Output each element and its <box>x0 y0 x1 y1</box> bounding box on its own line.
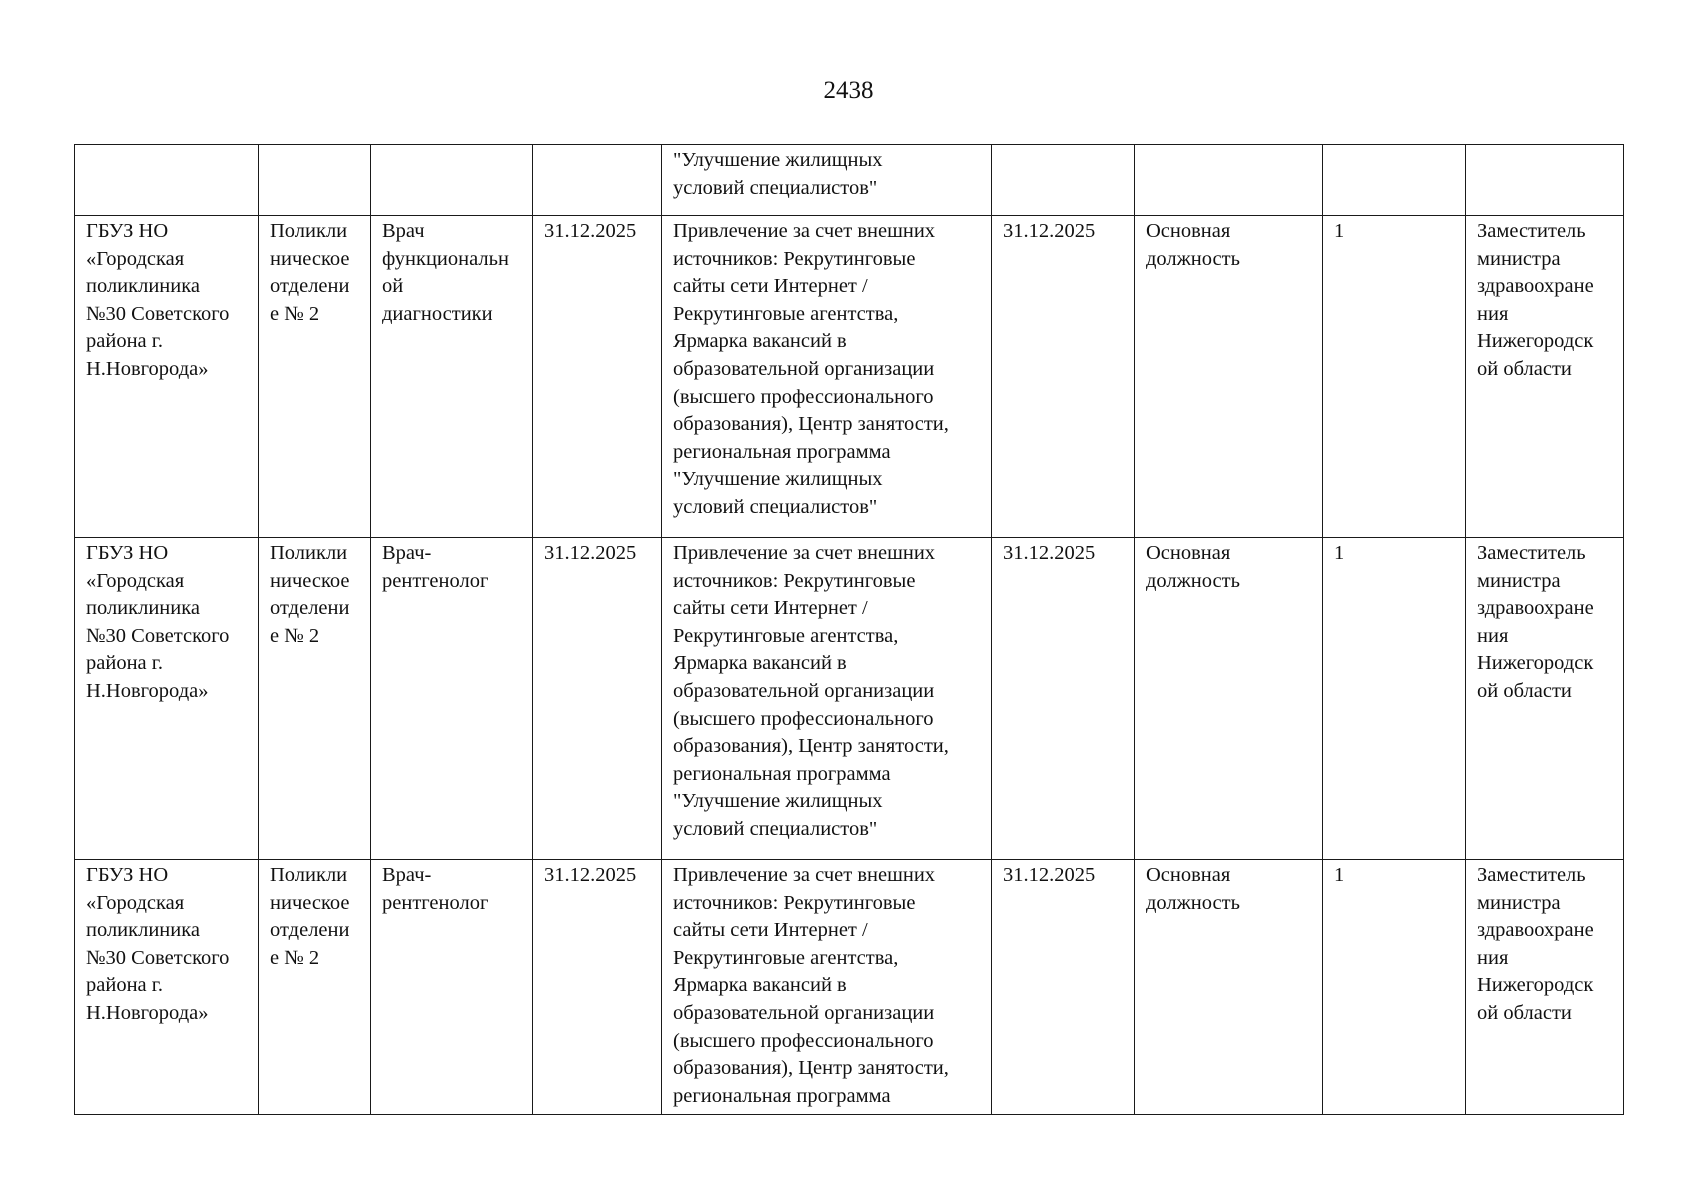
cell-org <box>75 538 259 860</box>
cell-dept <box>259 860 371 1115</box>
cell-org <box>75 145 259 216</box>
cell-post-type <box>1135 860 1323 1115</box>
cell-org <box>75 860 259 1115</box>
dept-text: Поликли ническое отделени е № 2 <box>270 864 350 969</box>
cell-count <box>1323 216 1466 538</box>
date1-text: 31.12.2025 <box>544 542 637 564</box>
cell-date1 <box>533 145 662 216</box>
org-text: ГБУЗ НО «Городская поликлиника №30 Советского района г. Н.Новгорода» <box>86 542 230 702</box>
table-row-continuation <box>75 145 1624 216</box>
cell-count <box>1323 538 1466 860</box>
cell-dept <box>259 538 371 860</box>
date2-text: 31.12.2025 <box>1003 220 1096 242</box>
position-text: Врач- рентгенолог <box>382 864 489 914</box>
cell-date1 <box>533 216 662 538</box>
cell-date1 <box>533 538 662 860</box>
cell-post-type <box>1135 145 1323 216</box>
post-type-text: Основная должность <box>1146 220 1240 270</box>
cell-dept <box>259 216 371 538</box>
cell-count <box>1323 145 1466 216</box>
count-text: 1 <box>1334 542 1345 564</box>
cell-date2 <box>992 145 1135 216</box>
cell-position <box>371 538 533 860</box>
cell-count <box>1323 860 1466 1115</box>
position-text: Врач функциональн ой диагностики <box>382 220 509 325</box>
page-number: 2438 <box>823 77 874 104</box>
cell-responsible <box>1466 538 1624 860</box>
cell-position <box>371 145 533 216</box>
cell-org <box>75 216 259 538</box>
cell-date2 <box>992 538 1135 860</box>
count-text: 1 <box>1334 864 1345 886</box>
cell-position <box>371 216 533 538</box>
measures-text: Привлечение за счет внешних источников: Рекрутинговые сайты сети Интернет / Рекрутинговые агентства, Ярмарка вакансий в образовательной организации (высшего профессионального образования), Центр занятости, региональная программа "Улучшение жилищных условий специалистов" <box>673 220 949 518</box>
post-type-text: Основная должность <box>1146 864 1240 914</box>
responsible-text: Заместитель министра здравоохране ния Нижегородск ой области <box>1477 542 1594 702</box>
cell-responsible <box>1466 216 1624 538</box>
position-text: Врач- рентгенолог <box>382 542 489 592</box>
post-type-text: Основная должность <box>1146 542 1240 592</box>
cell-date2 <box>992 216 1135 538</box>
cell-date1 <box>533 860 662 1115</box>
measures-text: Привлечение за счет внешних источников: Рекрутинговые сайты сети Интернет / Рекрутинговые агентства, Ярмарка вакансий в образовательной организации (высшего профессионального образования), Центр занятости, региональная программа <box>673 864 949 1107</box>
cell-measures <box>662 538 992 860</box>
count-text: 1 <box>1334 220 1345 242</box>
responsible-text: Заместитель министра здравоохране ния Нижегородск ой области <box>1477 220 1594 380</box>
org-text: ГБУЗ НО «Городская поликлиника №30 Советского района г. Н.Новгорода» <box>86 220 230 380</box>
cell-responsible <box>1466 145 1624 216</box>
cell-measures <box>662 145 992 216</box>
dept-text: Поликли ническое отделени е № 2 <box>270 220 350 325</box>
table-row <box>75 538 1624 860</box>
responsible-text: Заместитель министра здравоохране ния Нижегородск ой области <box>1477 864 1594 1024</box>
cell-post-type <box>1135 216 1323 538</box>
date1-text: 31.12.2025 <box>544 220 637 242</box>
measures-text: Привлечение за счет внешних источников: Рекрутинговые сайты сети Интернет / Рекрутинговые агентства, Ярмарка вакансий в образовательной организации (высшего профессионального образования), Центр занятости, региональная программа "Улучшение жилищных условий специалистов" <box>673 542 949 840</box>
dept-text: Поликли ническое отделени е № 2 <box>270 542 350 647</box>
date1-text: 31.12.2025 <box>544 864 637 886</box>
cell-position <box>371 860 533 1115</box>
cell-responsible <box>1466 860 1624 1115</box>
cell-measures <box>662 860 992 1115</box>
org-text: ГБУЗ НО «Городская поликлиника №30 Советского района г. Н.Новгорода» <box>86 864 230 1024</box>
staffing-table <box>74 144 1624 1115</box>
cell-dept <box>259 145 371 216</box>
cell-date2 <box>992 860 1135 1115</box>
date2-text: 31.12.2025 <box>1003 542 1096 564</box>
table-row <box>75 216 1624 538</box>
date2-text: 31.12.2025 <box>1003 864 1096 886</box>
cell-measures <box>662 216 992 538</box>
table-row <box>75 860 1624 1115</box>
measures-text: "Улучшение жилищных условий специалистов" <box>673 149 883 199</box>
cell-post-type <box>1135 538 1323 860</box>
